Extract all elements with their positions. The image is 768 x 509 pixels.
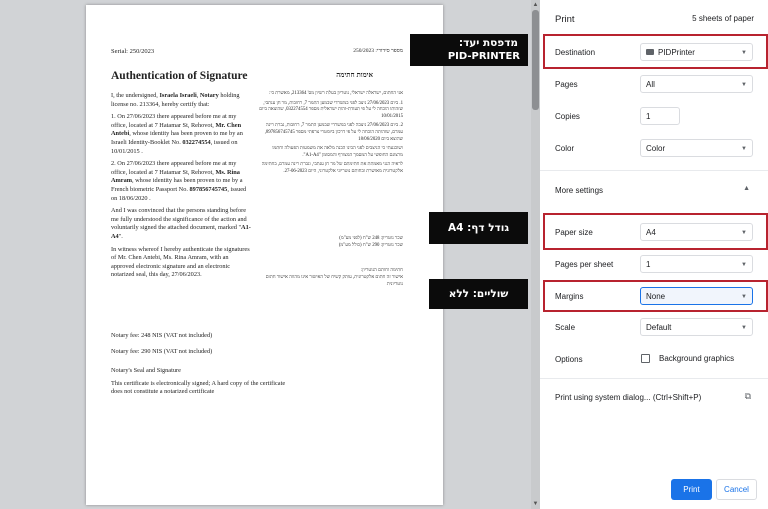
- background-graphics-label[interactable]: Background graphics: [659, 354, 735, 363]
- destination-label: Destination: [555, 48, 596, 57]
- hebrew-body: [258, 91, 403, 179]
- color-select[interactable]: [640, 139, 753, 157]
- document-page: [86, 5, 443, 505]
- paper-size-value: A4: [646, 228, 656, 237]
- scroll-down-icon[interactable]: ▼: [532, 501, 539, 507]
- print-settings-panel: [540, 0, 768, 509]
- seal-title: Notary's Seal and Signature: [111, 367, 181, 374]
- checkbox-icon[interactable]: [641, 354, 650, 363]
- system-dialog-link[interactable]: Print using system dialog... (Ctrl+Shift+P): [555, 393, 702, 402]
- chevron-down-icon: ▼: [741, 325, 747, 331]
- scale-label: Scale: [555, 323, 576, 332]
- color-label: Color: [555, 144, 575, 153]
- he-fee-2: שכר נוטריון: 290 ש"ח (כולל מע"מ): [338, 243, 403, 248]
- options-label: Options: [555, 355, 583, 364]
- he-fee-1: שכר נוטריון: 248 ש"ח (לפני מע"מ): [339, 236, 403, 241]
- witness-paragraph: In witness whereof I hereby authenticate the signatures of Mr. Chen Antebi, Ms. Rina Amram, with an approved electronic signature and an electronic notarized seal, this day, 27/06/2023.: [111, 245, 250, 279]
- hebrew-fees: [258, 235, 403, 249]
- panel-title: Print: [555, 14, 575, 25]
- margins-highlight: [543, 280, 768, 312]
- copies-label: Copies: [555, 112, 580, 121]
- pages-select[interactable]: [640, 75, 753, 93]
- pages-per-sheet-value: 1: [646, 260, 651, 269]
- paper-size-highlight: [543, 213, 768, 250]
- chevron-up-icon[interactable]: ▲: [743, 185, 750, 192]
- margins-value: None: [646, 292, 666, 301]
- he-seal-text: אישור זה חתום אלקטרונית, עותק קשיח של האישור אינו מהווה אישור חתום נוטריונית: [265, 275, 403, 287]
- fee-1: Notary fee: 248 NIS (VAT not included): [111, 332, 213, 339]
- conviction-paragraph: And I was convinced that the persons standing before me fully understood the significance of the action and voluntarily signed the attached document, marked "A1-A4".: [111, 207, 251, 240]
- pages-value: All: [646, 80, 655, 89]
- english-body: [111, 92, 251, 284]
- fee-2: Notary fee: 290 NIS (VAT not included): [111, 348, 213, 355]
- margins-label: Margins: [555, 292, 584, 301]
- destination-highlight: [543, 34, 768, 69]
- appearance-paragraph-1: 1. On 27/06/2023 there appeared before me at my office, located at 7 Hatamar St, Rehovot, Mr. Chen Antebi, whose identity has been proven to me by an Israeli Identity-Booklet No. 032274554, issued on 10/01/2015 .: [111, 113, 243, 155]
- chevron-down-icon: ▼: [741, 82, 747, 88]
- chevron-down-icon: ▼: [741, 50, 747, 56]
- external-link-icon[interactable]: ⧉: [744, 391, 751, 401]
- sheet-count: 5 sheets of paper: [692, 14, 754, 23]
- more-settings-toggle[interactable]: More settings: [555, 186, 604, 195]
- copies-input[interactable]: 1: [640, 107, 680, 125]
- destination-value: PIDPrinter: [658, 48, 695, 57]
- paper-size-callout: גודל דף: A4: [429, 212, 528, 244]
- serial-he: מספר סידורי: 250/2023: [353, 48, 403, 54]
- chevron-down-icon: ▼: [741, 262, 747, 268]
- destination-callout-line2: PID-PRINTER: [447, 51, 520, 62]
- he-appearance-paragraph-2: 2. ביום 27/06/2023 ניצבה לפני במשרדי שבמען התמר 7, רחובות, גברת רינה עמרם, שזהותה הוכחה לי על פי דרכון ביומטרי צרפתי מספר 897856745745, שהוצא ביום 18/06/2020: [264, 123, 403, 142]
- divider: [540, 378, 768, 379]
- appearance-paragraph-2: 2. On 27/06/2023 there appeared before me at my office, located at 7 Hatamar St, Rehovot, Ms. Rina Amram, whose identity has been proven to me by a French biometric Passport No. 897856745745, issued on 18/06/2020 .: [111, 160, 247, 202]
- he-appearance-paragraph-1: 1. ביום 27/06/2023 ניצב לפני במשרדי שבמען התמר 7, רחובות, מר חן ענתבי, שזהותו הוכחה לי על פי תעודת-זהות ישראלית מספר 032274554, שהוצאה ביום 10/01/2015: [259, 100, 403, 119]
- destination-callout-line1: מדפסת יעד:: [458, 37, 518, 49]
- certify-paragraph: I, the undersigned, Israela Israeli, Notary holding license no. 213364, hereby certify that:: [111, 92, 240, 108]
- hebrew-seal: [258, 267, 403, 288]
- chevron-down-icon: ▼: [741, 146, 747, 152]
- serial-en: Serial: 250/2023: [111, 48, 155, 55]
- he-witness-paragraph: לראיה הנני מאמתת את חתימתם של מר חן ענתבי, וגברת רינה עמרם, בחתימה אלקטרונית מאושרת ובחותם נוטריוני אלקטרוני, היום 27-06-2023.: [261, 162, 403, 174]
- divider: [540, 170, 768, 171]
- pages-per-sheet-select[interactable]: [640, 255, 753, 273]
- seal-text: This certificate is electronically signed; A hard copy of the certificate does not constitute a notarized certificate: [111, 379, 286, 395]
- chevron-down-icon: ▼: [741, 294, 747, 300]
- cancel-button[interactable]: Cancel: [716, 479, 757, 500]
- pages-per-sheet-label: Pages per sheet: [555, 260, 614, 269]
- scale-select[interactable]: [640, 318, 753, 336]
- paper-size-label: Paper size: [555, 228, 593, 237]
- scale-value: Default: [646, 323, 672, 332]
- he-conviction-paragraph: ושוכנעתי כי הניצבים לפני הבינו הבנה מלאה את משמעות הפעולה וחתמו מרצונם החופשי על המסמך המצורף והמסומן "A1-A4".: [272, 146, 403, 158]
- english-seal: [111, 367, 286, 401]
- english-fees: [111, 328, 212, 360]
- he-seal-title: חתימה וחותם הנוטריון:: [360, 268, 403, 273]
- scroll-thumb[interactable]: [532, 10, 539, 110]
- print-button[interactable]: Print: [671, 479, 712, 500]
- destination-callout: [410, 34, 528, 66]
- he-certify-paragraph: אני החתום, ישראלה ישראלי, נוטריון בעלת רשיון מס' 213364, מאשרת כי:: [269, 91, 403, 96]
- preview-scrollbar[interactable]: [531, 0, 540, 509]
- pages-label: Pages: [555, 80, 578, 89]
- margins-callout: שוליים: ללא: [429, 279, 528, 309]
- chevron-down-icon: ▼: [741, 230, 747, 236]
- document-title-he: אימות חתימה: [336, 71, 373, 79]
- color-value: Color: [646, 144, 666, 153]
- scroll-up-icon[interactable]: ▲: [532, 2, 539, 8]
- document-title-en: Authentication of Signature: [111, 70, 248, 82]
